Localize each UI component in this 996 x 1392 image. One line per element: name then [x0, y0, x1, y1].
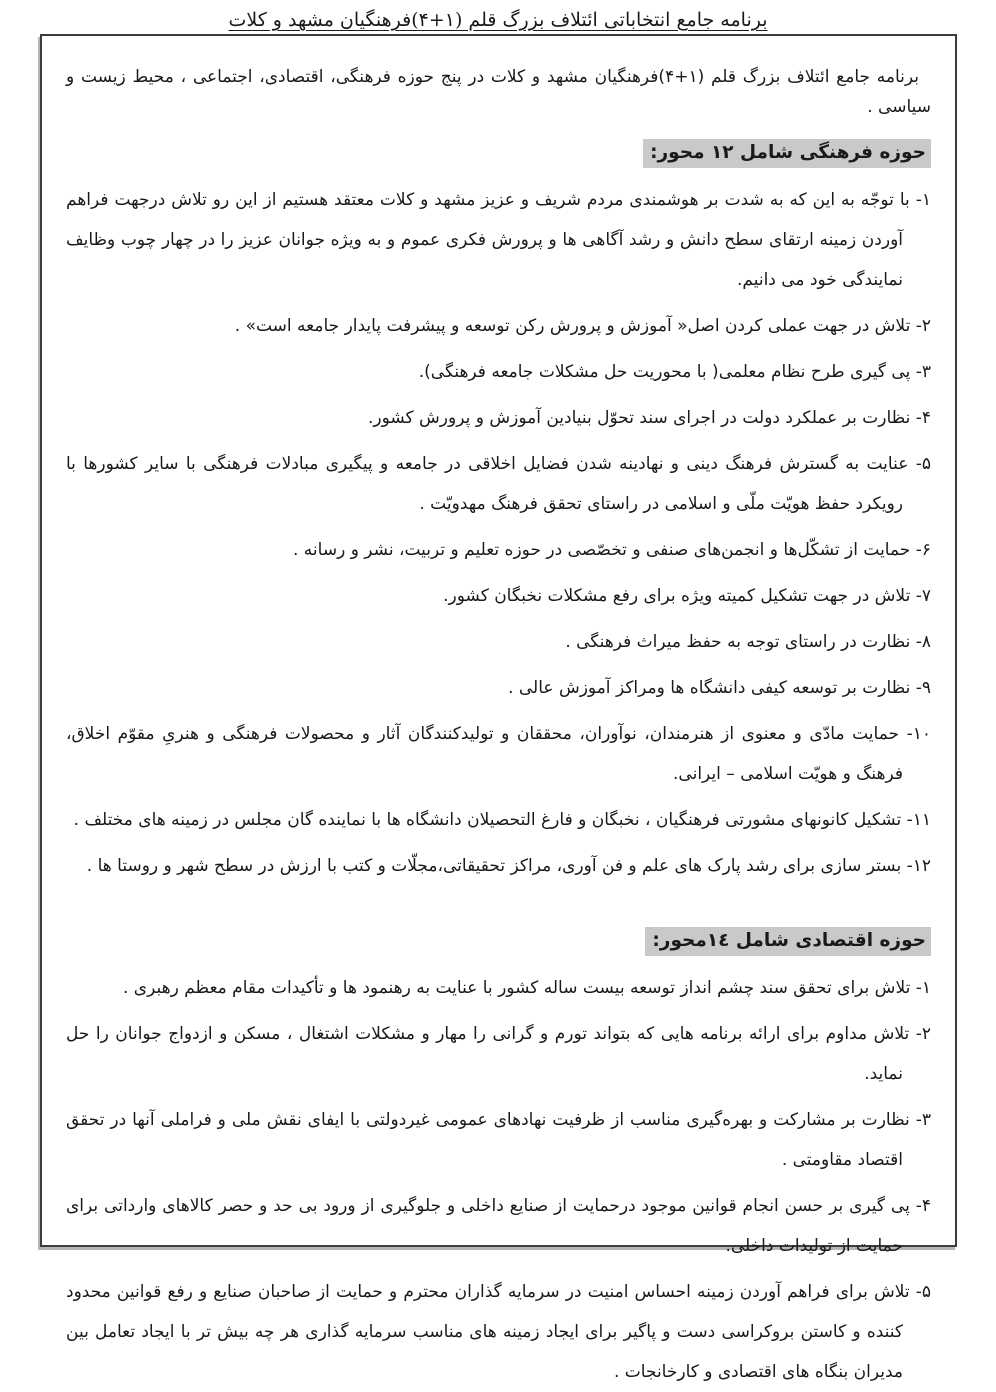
document-title: برنامه جامع انتخاباتی ائتلاف بزرگ قلم (۱+۴)فرهنگیان مشهد و کلات	[228, 9, 768, 31]
economic-item-1: ۱- تلاش برای تحقق سند چشم انداز توسعه بیست ساله کشور با عنایت به رهنمود ها و تأکیدات مقام معظم رهبری .	[123, 978, 931, 998]
document-frame	[40, 34, 957, 1382]
cultural-item-10: ۱۰- حمایت مادّی و معنوی از هنرمندان، نوآوران، محققان و تولیدکنندگان آثار و محصولات فرهنگی و هنریِ مقوّم اخلاق، فرهنگ و هویّت اسلامی – ایرانی.	[66, 724, 931, 784]
section-heading-economic-text: حوزه اقتصادی شامل ۱٤محور:	[645, 927, 931, 956]
intro-paragraph: برنامه جامع ائتلاف بزرگ قلم (۱+۴)فرهنگیان مشهد و کلات در پنج حوزه فرهنگی، اقتصادی، اجتماعی ، محیط زیست و سیاسی .	[66, 67, 931, 117]
economic-item-5: ۵- تلاش برای فراهم آوردن زمینه احساس امنیت در سرمایه گذاران محترم و حمایت از صاحبان صنایع و رفع قوانین محدود کننده و کاستن بروکراسی دست و پاگیر برای ایجاد زمینه های مناسب سرمایه گذاری هر چه بیش تر با ایجاد تعامل بین مدیران بنگاه های اقتصادی و کارخانجات .	[66, 1282, 931, 1382]
cultural-item-4: ۴- نظارت بر عملکرد دولت در اجرای سند تحوّل بنیادین آموزش و پرورش کشور.	[368, 408, 931, 428]
cultural-item-3: ۳- پی گیری طرح نظام معلمی( با محوریت حل مشکلات جامعه فرهنگی).	[418, 362, 931, 382]
cultural-item-8: ۸- نظارت در راستای توجه به حفظ میراث فرهنگی .	[565, 632, 931, 652]
cultural-item-7: ۷- تلاش در جهت تشکیل کمیته ویژه برای رفع مشکلات نخبگان کشور.	[443, 586, 931, 606]
cultural-item-2: ۲- تلاش در جهت عملی کردن اصل« آموزش و پرورش رکن توسعه و پیشرفت پایدار جامعه است» .	[234, 316, 931, 336]
cultural-item-1: ۱- با توجّه به این که به شدت بر هوشمندی مردم شریف و عزیز مشهد و کلات معتقد هستیم از این رو تلاش درجهت فراهم آوردن زمینه ارتقای سطح دانش و رشد آگاهی ها و پرورش فکری عموم و به ویژه جوانان عزیز را در چهار چوب وظایف نمایندگی خود می دانیم.	[66, 190, 931, 290]
cultural-item-5: ۵- عنایت به گسترش فرهنگ دینی و نهادینه شدن فضایل اخلاقی در جامعه و پیگیری مبادلات فرهنگی با سایر کشورها با رویکرد حفظ هویّت ملّی و اسلامی در راستای تحقق فرهنگ مهدویّت .	[66, 454, 931, 514]
cultural-item-6: ۶- حمایت از تشکّل‌ها و انجمن‌های صنفی و تخصّصی در حوزه تعلیم و تربیت، نشر و رسانه .	[293, 540, 931, 560]
section-heading-economic	[66, 926, 931, 956]
cultural-item-12: ۱۲- بستر سازی برای رشد پارک های علم و فن آوری، مراکز تحقیقاتی،مجلّات و کتب با ارزش در سطح شهر و روستا ها .	[86, 856, 931, 876]
cultural-item-9: ۹- نظارت بر توسعه کیفی دانشگاه ها ومراکز آموزش عالی .	[508, 678, 931, 698]
economic-item-2: ۲- تلاش مداوم برای ارائه برنامه هایی که بتواند تورم و گرانی را مهار و مشکلات اشتغال ، مسکن و ازدواج جوانان را حل نماید.	[66, 1024, 931, 1084]
economic-item-3: ۳- نظارت بر مشارکت و بهره‌گیری مناسب از ظرفیت نهادهای عمومی غیردولتی با ایفای نقش ملی و فراملی آنها در تحقق اقتصاد مقاومتی .	[66, 1110, 931, 1170]
section-heading-cultural-text: حوزه فرهنگی شامل ۱۲ محور:	[643, 139, 931, 168]
section-heading-cultural	[66, 138, 931, 168]
economic-item-4: ۴- پی گیری بر حسن انجام قوانین موجود درحمایت از صنایع داخلی و جلوگیری از ورود بی حد و حصر کالاهای وارداتی برای حمایت از تولیدات داخلی.	[66, 1196, 931, 1256]
cultural-item-11: ۱۱- تشکیل کانونهای مشورتی فرهنگیان ، نخبگان و فارغ التحصیلان دانشگاه ها با نماینده گان مجلس در زمینه های مختلف .	[73, 810, 931, 830]
